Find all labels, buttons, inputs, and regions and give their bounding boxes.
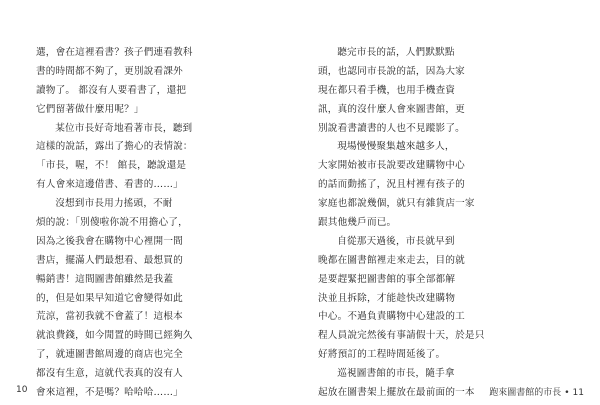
text-line: 荒涼，當初我就不會蓋了！這根本 [36,311,183,323]
page-number-left [16,385,27,395]
text-line: 「市長，喔，不！ 館長，聽說還是 [36,160,187,172]
text-line: 選，會在這裡看書？孩子們連看教科 [36,47,193,58]
text-line: 頭，也認同市長說的話，因為大家 [318,65,465,77]
text-line: 書的時間都不夠了，更別說看課外 [36,65,183,77]
text-line: 決並且拆除，才能趁快改建購物 [318,292,456,304]
text-line: 的話而動搖了，況且村裡有孩子的 [318,179,465,191]
running-footer-right [489,385,584,398]
footer-separator: • [564,388,570,398]
text-line: 都沒有生意，這就代表真的沒有人 [36,368,183,380]
left-page [36,44,294,403]
text-line: 某位市長好奇地看著市長，聽到 [55,122,193,134]
running-title: 跑來圖書館的市長 [489,388,562,398]
text-line: 這樣的說話，露出了擔心的表情說： [36,141,193,153]
text-line: 它們留著做什麼用呢？」 [36,103,144,115]
text-line: 了，就連圖書館周邊的商店也完全 [36,349,183,361]
text-line: 起放在圖書架上擺放在最前面的一本 [318,387,475,399]
text-line: 訊，真的沒什麼人會來圖書館，更 [318,103,465,115]
text-line: 就浪費錢，如今閒置的時間已經夠久 [36,330,193,342]
text-line: 巡視圖書館的市長，隨手拿 [337,368,455,380]
text-line: 大家開始被市長說要改建購物中心 [318,160,465,172]
text-line: 書店，擺滿人們最想看、最想買的 [36,254,183,266]
text-line: 因為之後我會在購物中心裡開一間 [36,235,183,247]
text-line: 有人會來這邊借書、看書的……」 [36,179,183,191]
text-line: 家庭也都說幾個，就只有雜貨店一家 [318,198,475,210]
text-line: 中心。不過負責購物中心建設的工 [318,311,465,323]
text-line: 的，但是如果早知道它會變得如此 [36,292,183,304]
text-line: 程人員說完然後有事請假十天，於是只 [318,330,485,342]
text-line: 自從那天過後，市長就早到 [337,235,455,247]
text-line: 沒想到市長用力搖頭，不耐 [55,198,173,210]
text-line: 聽完市長的話，人們默默點 [337,47,455,58]
text-line: 煩的說：「別傻啦你說不用擔心了， [36,217,188,229]
page-number-left-text: 10 [16,385,28,395]
text-line: 現場慢慢聚集越來越多人， [337,141,455,153]
text-line: 現在都只看手機，也用手機查資 [318,84,456,96]
text-line: 是要趕緊把圖書館的事全部都解 [318,273,456,285]
right-page [318,44,576,403]
text-line: 會來這裡，不是嗎？哈哈哈……」 [36,387,183,399]
text-line: 晚都在圖書館裡走來走去，目的就 [318,254,465,266]
text-line: 別說看書讀書的人也不見蹤影了。 [318,122,465,134]
text-line: 跟其他幾戶而已。 [318,217,397,229]
page-number-right-text: 11 [572,388,584,398]
text-line: 讀物了。 都沒有人要看書了，還把 [36,84,187,96]
text-line: 好將預訂的工程時間延後了。 [318,349,446,361]
text-line: 暢銷書！這間圖書館雖然是我蓋 [36,273,174,285]
